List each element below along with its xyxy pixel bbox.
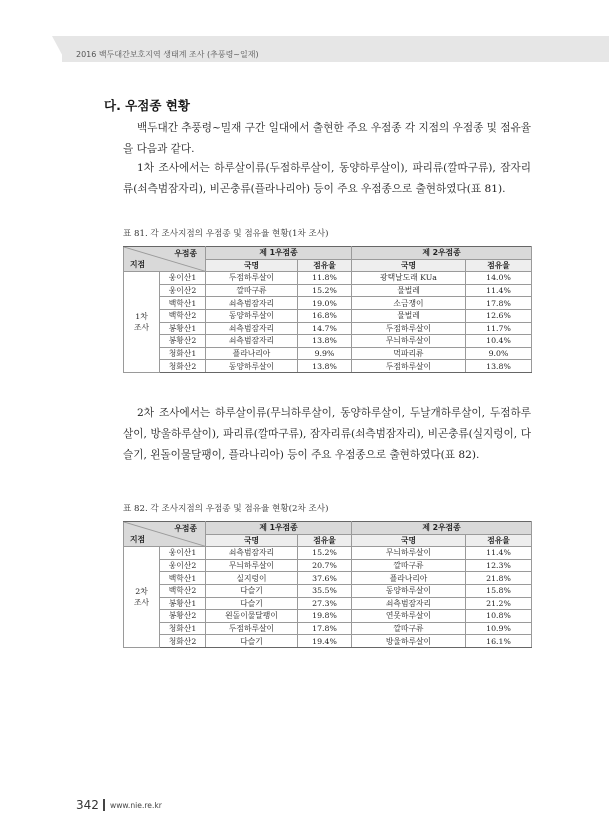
table-82	[123, 521, 532, 648]
second-dominant-share-cell: 21.8%	[466, 572, 532, 585]
first-dominant-header: 제 1우점종	[206, 247, 352, 260]
first-dominant-share-cell: 19.8%	[298, 610, 352, 623]
first-dominant-name-cell: 플라나리아	[206, 347, 298, 360]
second-dominant-name-cell: 연못하루살이	[352, 610, 466, 623]
table81-corner-header	[124, 247, 206, 272]
first-dominant-name-cell: 쇠측범잠자리	[206, 297, 298, 310]
table-row	[124, 272, 532, 285]
second-dominant-name-cell: 먹파리류	[352, 347, 466, 360]
second-dominant-name-cell: 두점하루살이	[352, 360, 466, 373]
second-dominant-share-cell: 16.1%	[466, 635, 532, 648]
first-dominant-name-cell: 다슬기	[206, 635, 298, 648]
site-cell: 웅이산1	[160, 547, 206, 560]
share-header: 점유율	[466, 259, 532, 272]
second-dominant-name-cell: 깔따구류	[352, 559, 466, 572]
first-dominant-share-cell: 20.7%	[298, 559, 352, 572]
site-cell: 봉황산2	[160, 610, 206, 623]
second-dominant-name-cell: 두점하루살이	[352, 322, 466, 335]
table-row	[124, 547, 532, 560]
page-number: 342	[76, 798, 99, 812]
second-dominant-share-cell: 11.4%	[466, 547, 532, 560]
first-dominant-name-cell: 깔따구류	[206, 284, 298, 297]
table-row	[124, 309, 532, 322]
second-dominant-name-cell: 쇠측범잠자리	[352, 597, 466, 610]
second-dominant-name-cell: 광택날도래 KUa	[352, 272, 466, 285]
share-header: 점유율	[298, 534, 352, 547]
first-dominant-share-cell: 13.8%	[298, 360, 352, 373]
table-row	[124, 597, 532, 610]
second-dominant-name-cell: 무늬하루살이	[352, 335, 466, 348]
site-cell: 봉황산1	[160, 597, 206, 610]
site-cell: 청화산2	[160, 360, 206, 373]
table82-caption: 표 82. 각 조사지점의 우점종 및 점유율 현황(2차 조사)	[123, 504, 329, 514]
survey1-paragraph: 1차 조사에서는 하루살이류(두점하루살이, 동양하루살이), 파리류(깔따구류), 잠자리류(쇠측범잠자리), 비곤충류(플라나리아) 등이 주요 우점종으로 출현하였다(표 81).	[123, 162, 531, 195]
second-dominant-name-cell: 방울하루살이	[352, 635, 466, 648]
second-dominant-share-cell: 10.8%	[466, 610, 532, 623]
running-header-notch-cut	[52, 36, 66, 62]
table-row	[124, 335, 532, 348]
table-row	[124, 347, 532, 360]
survey-label: 1차 조사	[124, 272, 160, 373]
first-dominant-name-cell: 다슬기	[206, 597, 298, 610]
table-row	[124, 297, 532, 310]
site-cell: 백학산1	[160, 297, 206, 310]
site-cell: 봉황산2	[160, 335, 206, 348]
site-cell: 봉황산1	[160, 322, 206, 335]
name-header: 국명	[206, 259, 298, 272]
name-header: 국명	[352, 259, 466, 272]
second-dominant-header: 제 2우점종	[352, 247, 532, 260]
site-cell: 백학산1	[160, 572, 206, 585]
site-cell: 웅이산2	[160, 284, 206, 297]
first-dominant-name-cell: 쇠측범잠자리	[206, 547, 298, 560]
second-dominant-name-cell: 플라나리아	[352, 572, 466, 585]
second-dominant-share-cell: 21.2%	[466, 597, 532, 610]
first-dominant-share-cell: 11.8%	[298, 272, 352, 285]
table-row	[124, 559, 532, 572]
second-dominant-share-cell: 10.9%	[466, 622, 532, 635]
first-dominant-share-cell: 19.0%	[298, 297, 352, 310]
first-dominant-name-cell: 무늬하루살이	[206, 559, 298, 572]
first-dominant-name-cell: 실지렁이	[206, 572, 298, 585]
table-row	[124, 572, 532, 585]
second-dominant-share-cell: 9.0%	[466, 347, 532, 360]
second-dominant-share-cell: 15.8%	[466, 584, 532, 597]
name-header: 국명	[206, 534, 298, 547]
survey2-paragraph: 2차 조사에서는 하루살이류(무늬하루살이, 동양하루살이, 두날개하루살이, 두점하루살이, 방울하루살이), 파리류(깔따구류), 잠자리류(쇠측범잠자리), 비곤충류(실지렁이, 다슬기, 왼돌이물달팽이, 플라나리아) 등이 주요 우점종으로 출현하였다(표 82).	[123, 407, 531, 461]
table-row	[124, 584, 532, 597]
first-dominant-name-cell: 두점하루살이	[206, 622, 298, 635]
second-dominant-share-cell: 14.0%	[466, 272, 532, 285]
intro-paragraph: 백두대간 추풍령~밀재 구간 일대에서 출현한 주요 우점종 각 지점의 우점종 및 점유율을 다음과 같다.	[123, 122, 531, 155]
first-dominant-share-cell: 27.3%	[298, 597, 352, 610]
second-dominant-share-cell: 10.4%	[466, 335, 532, 348]
table-row	[124, 322, 532, 335]
first-dominant-share-cell: 9.9%	[298, 347, 352, 360]
table-row	[124, 622, 532, 635]
second-dominant-header: 제 2우점종	[352, 522, 532, 535]
site-cell: 백학산2	[160, 584, 206, 597]
first-dominant-share-cell: 17.8%	[298, 622, 352, 635]
first-dominant-name-cell: 두점하루살이	[206, 272, 298, 285]
second-dominant-name-cell: 물벌레	[352, 284, 466, 297]
site-cell: 웅이산2	[160, 559, 206, 572]
first-dominant-share-cell: 15.2%	[298, 547, 352, 560]
first-dominant-header: 제 1우점종	[206, 522, 352, 535]
first-dominant-share-cell: 37.6%	[298, 572, 352, 585]
second-dominant-share-cell: 17.8%	[466, 297, 532, 310]
first-dominant-share-cell: 35.5%	[298, 584, 352, 597]
second-dominant-name-cell: 깔따구류	[352, 622, 466, 635]
site-cell: 백학산2	[160, 309, 206, 322]
second-dominant-share-cell: 12.6%	[466, 309, 532, 322]
first-dominant-share-cell: 19.4%	[298, 635, 352, 648]
first-dominant-name-cell: 쇠측범잠자리	[206, 335, 298, 348]
corner-dominant-label: 우점종	[174, 524, 197, 533]
running-header-title: 2016 백두대간보호지역 생태계 조사 (추풍령~일재)	[76, 50, 259, 59]
survey-label: 2차 조사	[124, 547, 160, 648]
table81-caption: 표 81. 각 조사지점의 우점종 및 점유율 현황(1차 조사)	[123, 229, 329, 239]
second-dominant-share-cell: 13.8%	[466, 360, 532, 373]
first-dominant-share-cell: 16.8%	[298, 309, 352, 322]
site-cell: 청화산2	[160, 635, 206, 648]
table-row	[124, 360, 532, 373]
corner-site-label: 지점	[130, 535, 146, 545]
first-dominant-name-cell: 왼돌이물달팽이	[206, 610, 298, 623]
table-81	[123, 246, 532, 373]
table-row	[124, 610, 532, 623]
table82-corner-header	[124, 522, 206, 547]
site-cell: 청화산1	[160, 347, 206, 360]
section-title: 다. 우점종 현황	[104, 98, 190, 113]
second-dominant-name-cell: 소금쟁이	[352, 297, 466, 310]
first-dominant-share-cell: 14.7%	[298, 322, 352, 335]
first-dominant-share-cell: 15.2%	[298, 284, 352, 297]
second-dominant-share-cell: 11.7%	[466, 322, 532, 335]
first-dominant-name-cell: 다슬기	[206, 584, 298, 597]
second-dominant-share-cell: 12.3%	[466, 559, 532, 572]
first-dominant-name-cell: 동양하루살이	[206, 309, 298, 322]
second-dominant-name-cell: 무늬하루살이	[352, 547, 466, 560]
table-row	[124, 284, 532, 297]
share-header: 점유율	[466, 534, 532, 547]
first-dominant-share-cell: 13.8%	[298, 335, 352, 348]
second-dominant-name-cell: 물벌레	[352, 309, 466, 322]
corner-site-label: 지점	[130, 260, 146, 270]
table-row	[124, 635, 532, 648]
first-dominant-name-cell: 동양하루살이	[206, 360, 298, 373]
corner-dominant-label: 우점종	[174, 249, 197, 258]
first-dominant-name-cell: 쇠측범잠자리	[206, 322, 298, 335]
name-header: 국명	[352, 534, 466, 547]
second-dominant-share-cell: 11.4%	[466, 284, 532, 297]
footer-url: www.nie.re.kr	[110, 801, 162, 810]
share-header: 점유율	[298, 259, 352, 272]
footer-divider	[103, 799, 105, 811]
site-cell: 웅이산1	[160, 272, 206, 285]
second-dominant-name-cell: 동양하루살이	[352, 584, 466, 597]
site-cell: 청화산1	[160, 622, 206, 635]
